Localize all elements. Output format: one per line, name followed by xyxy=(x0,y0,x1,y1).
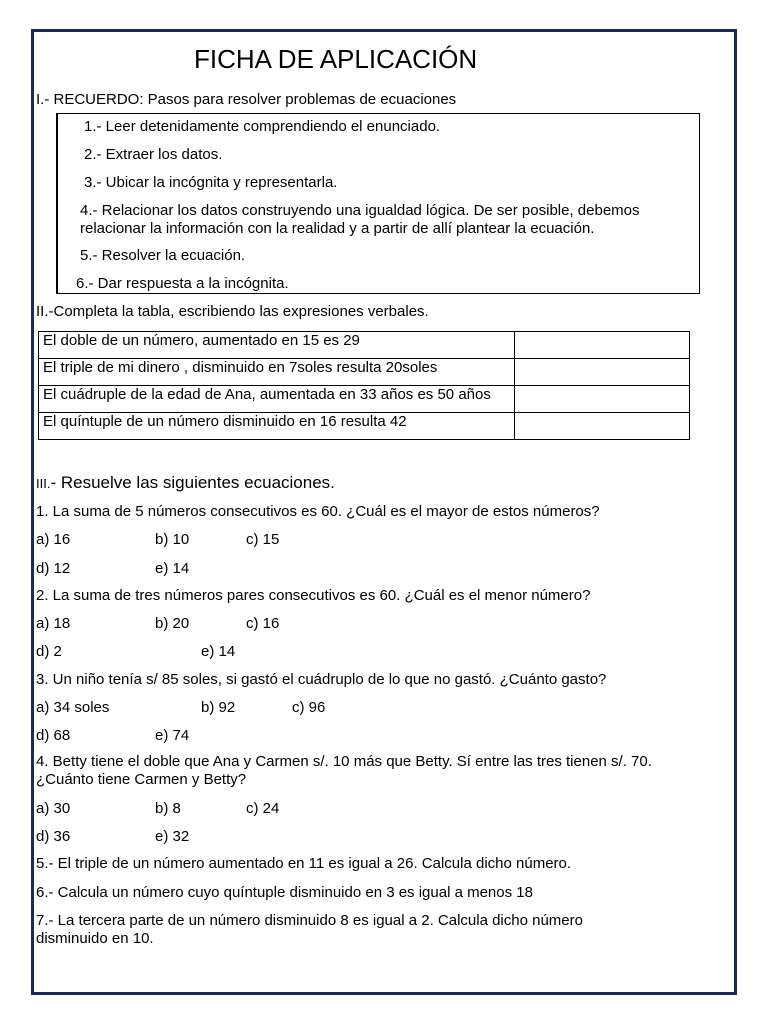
problem-3-question: 3. Un niño tenía s/ 85 soles, si gastó el cuádruplo de lo que no gastó. ¿Cuánto gasto? xyxy=(36,671,607,688)
answer-cell[interactable] xyxy=(515,413,690,440)
step-6: 6.- Dar respuesta a la incógnita. xyxy=(76,275,289,292)
table-row xyxy=(39,359,690,386)
problem-3-option-c: c) 96 xyxy=(292,699,326,716)
section3-title: - Resuelve las siguientes ecuaciones. xyxy=(50,473,335,492)
problem-1-option-b: b) 10 xyxy=(155,531,190,548)
problem-4-option-d: d) 36 xyxy=(36,828,71,845)
section3-numeral: III. xyxy=(36,476,51,491)
problem-6: 6.- Calcula un número cuyo quíntuple disminuido en 3 es igual a menos 18 xyxy=(36,884,533,901)
problem-1-question: 1. La suma de 5 números consecutivos es 60. ¿Cuál es el mayor de estos números? xyxy=(36,503,600,520)
section3-heading xyxy=(36,473,335,494)
problem-1-option-d: d) 12 xyxy=(36,560,71,577)
problem-4-question: 4. Betty tiene el doble que Ana y Carmen s/. 10 más que Betty. Sí entre las tres tienen s/. 70. ¿Cuánto tiene Carmen y Betty? xyxy=(36,753,652,788)
problem-2-option-e: e) 14 xyxy=(201,643,236,660)
problem-7: 7.- La tercera parte de un número disminuido 8 es igual a 2. Calcula dicho número disminuido en 10. xyxy=(36,912,583,947)
problem-3-option-a: a) 34 soles xyxy=(36,699,110,716)
table-row xyxy=(39,413,690,440)
step-4: 4.- Relacionar los datos construyendo una igualdad lógica. De ser posible, debemos relacionar la información con la realidad y a partir de allí plantear la ecuación. xyxy=(80,202,640,237)
problem-2-option-c: c) 16 xyxy=(246,615,280,632)
problem-3-option-e: e) 74 xyxy=(155,727,190,744)
problem-2-question: 2. La suma de tres números pares consecutivos es 60. ¿Cuál es el menor número? xyxy=(36,587,591,604)
problem-4-option-e: e) 32 xyxy=(155,828,190,845)
problem-5: 5.- El triple de un número aumentado en 11 es igual a 26. Calcula dicho número. xyxy=(36,855,572,872)
section1-heading: I.- RECUERDO: Pasos para resolver problemas de ecuaciones xyxy=(36,91,457,108)
step-1: 1.- Leer detenidamente comprendiendo el enunciado. xyxy=(84,118,441,135)
expression-cell: El cuádruple de la edad de Ana, aumentada en 33 años es 50 años xyxy=(39,386,515,413)
problem-2-option-d: d) 2 xyxy=(36,643,62,660)
step-5: 5.- Resolver la ecuación. xyxy=(80,247,246,264)
step-3: 3.- Ubicar la incógnita y representarla. xyxy=(84,174,338,191)
page-title: FICHA DE APLICACIÓN xyxy=(194,44,478,74)
problem-4-option-b: b) 8 xyxy=(155,800,181,817)
table-row xyxy=(39,332,690,359)
problem-1-option-c: c) 15 xyxy=(246,531,280,548)
problem-2-option-b: b) 20 xyxy=(155,615,190,632)
problem-2-option-a: a) 18 xyxy=(36,615,71,632)
problem-4-option-c: c) 24 xyxy=(246,800,280,817)
expression-cell: El quíntuple de un número disminuido en 16 resulta 42 xyxy=(39,413,515,440)
problem-1-option-e: e) 14 xyxy=(155,560,190,577)
problem-1-option-a: a) 16 xyxy=(36,531,71,548)
problem-4-option-a: a) 30 xyxy=(36,800,71,817)
table-row xyxy=(39,386,690,413)
problem-3-option-d: d) 68 xyxy=(36,727,71,744)
answer-cell[interactable] xyxy=(515,332,690,359)
step-2: 2.- Extraer los datos. xyxy=(84,146,223,163)
expression-cell: El triple de mi dinero , disminuido en 7soles resulta 20soles xyxy=(39,359,515,386)
expression-cell: El doble de un número, aumentado en 15 es 29 xyxy=(39,332,515,359)
expressions-table xyxy=(38,331,690,440)
answer-cell[interactable] xyxy=(515,386,690,413)
section2-heading: II.-Completa la tabla, escribiendo las expresiones verbales. xyxy=(36,303,429,320)
answer-cell[interactable] xyxy=(515,359,690,386)
problem-3-option-b: b) 92 xyxy=(201,699,236,716)
